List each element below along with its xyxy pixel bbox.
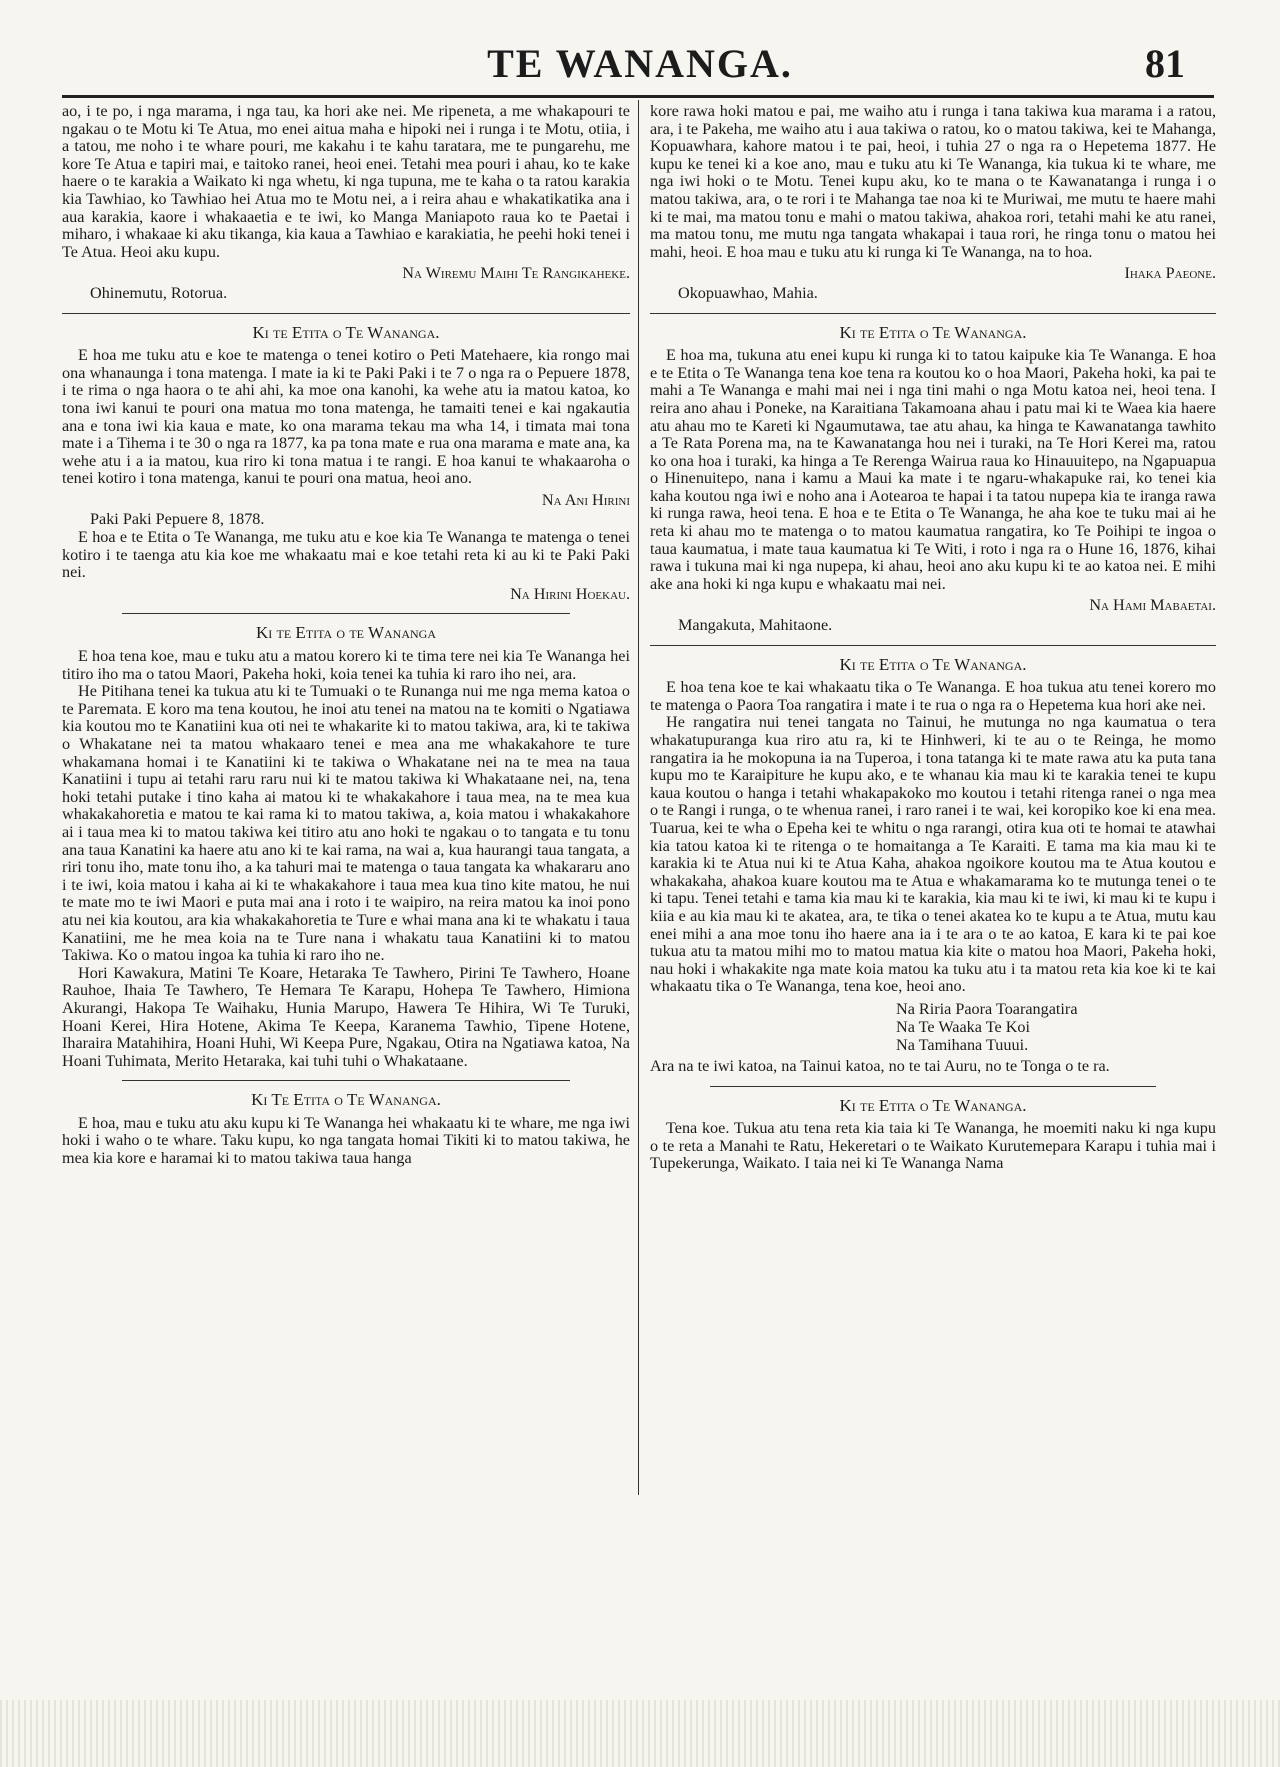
letter5-heading: Ki te Etita o Te Wananga. bbox=[839, 322, 1027, 342]
left-column bbox=[62, 103, 630, 1168]
letter4-heading: Ki Te Etita o Te Wananga. bbox=[251, 1090, 441, 1110]
letter1-body: ao, i te po, i nga marama, i nga tau, ka hori ake nei. Me ripeneta, a me whakapouri te ngakau o te Motu ki Te Atua, mo enei aitua maha e hipoki nei i runga i te Motu, otiia, i a tatou, me noho i te whare pouri, me kakahu i te kahu taratara, me te pungarehu, me kore Te Atua e tapiri mai, e taitoko ranei, heoi enei. Tetahi mea pouri i ahau, ko te kake haere o te karakia a Waikato ki nga whetu, ki nga tupuna, me te kaha o ta ratou karakia kia Tawhiao, ko Tawhiao hei Atua mo te Motu nei, a i reira ahau e whakatikatika ana i aua karakia, kaore i whakaaetia e te iwi, ko Manga Maniapoto raua ko te Paetai i miharo, i whakaae ki aku tikanga, kia kaua a Tawhiao e karakiatia, he peehi hoki tenei i Te Atua. Heoi aku kupu. bbox=[62, 102, 630, 261]
letter2b-signature: Na Hirini Hoekau. bbox=[510, 584, 630, 603]
letter2-signature: Na Ani Hirini bbox=[541, 490, 630, 509]
page-number: 81 bbox=[1145, 41, 1185, 86]
letter3-heading: Ki te Etita o te Wananga bbox=[256, 623, 436, 643]
letter4-place: Okopuawhao, Mahia. bbox=[678, 283, 818, 302]
divider bbox=[62, 313, 630, 314]
letter4-continued: kore rawa hoki matou e pai, me waiho atu i runga i tana takiwa kua marama i a ratou, ara, i te Pakeha, me waiho atu i aua takiwa o ratou, ko o matou takiwa, kei te Mahanga, Kopuawhara, kahore matou i te pai, heoi, i tuhia 27 o nga ra o Hepetema 1877. He kupu ke tenei ki a koe ano, mau e tuku atu ki Te Wananga, kia tukua ki te whare, me nga iwi hoki o te Motu. Tenei kupu aku, ko te mana o te Kawanatanga i runga i o matou takiwa, ara, o te rori i te Mahanga tae noa ki te Muriwai, me mutu te haere mahi ki te mai, ma matou tonu e mahi o matou takiwa, ahakoa rori, tetahi mahi ke atu ranei, ma matou tonu, me mutu nga tangata whakapai i taua rori, he ringa tonu o matou hei mahi, heoi. E hoa mau e tuku atu ki runga ki Te Wananga, na to hoa. bbox=[650, 102, 1216, 261]
letter6-heading: Ki te Etita o Te Wananga. bbox=[839, 654, 1027, 674]
divider bbox=[650, 313, 1216, 314]
page-bottom-scan-noise bbox=[0, 1700, 1280, 1767]
letter4-signature: Ihaka Paeone. bbox=[1124, 264, 1216, 283]
signature-line: Na Tamihana Tuuui. bbox=[896, 1035, 1029, 1054]
top-rule bbox=[62, 95, 1214, 98]
divider bbox=[710, 1086, 1156, 1087]
letter3-signatories: Hori Kawakura, Matini Te Koare, Hetaraka Te Tawhero, Pirini Te Tawhero, Hoane Rauhoe, Ihaia Te Tawhero, Te Hemara Te Karapu, Hohepa Te Tawhero, Himiona Akurangi, Hakopa Te Waihaku, Hunia Marupo, Hawera Te Hihira, Wi Te Turuki, Hoani Kerei, Hira Hotene, Akima Te Keepa, Karanema Tawhio, Tipene Hotene, Iharaira Matahihira, Hoani Huhi, Wi Keepa Pure, Ngakau, Otira na Ngatiawa katoa, Na Hoani Tuhimata, Merito Hetaraka, kai tuhi tuhi o Whakataane. bbox=[62, 963, 630, 1070]
letter6-body: He rangatira nui tenei tangata no Tainui, he mutunga no nga kaumatua o tera whakatupuranga kua riro atu ra, ki te Hinhweri, ki te au o te Reinga, he momo rangatira ia he mokopuna ia na Tuperoa, i tona tatanga ki te mate rawa atu ka puta tana kupu mo te Karaipiture he kupu ako, e te whanau kia mau ki te karakia tenei te kupu kaua koutou o hanga i tetahi whakapakoko mo koutou i tetahi ritenga ranei o nga mea o te Rangi i runga, o te whenua ranei, i raro ranei i te wai, kei koropiko koe ki ena mea. Tuarua, kei te wha o Epeha kei te whitu o nga rarangi, otira kua oti te homai te atawhai kia tatou katoa ki te ritenga o te homaitanga a Te Karaiti. E tama ma kia mau ki te karakia ki te Atua nui ki te Atua Kaha, ahakoa ngoikore koutou ma te Atua koutou e whakakaha, ahakoa kuare koutou ma te Atua e whakamarama ko te mutunga tenei o te ki tapu. Tenei tetahi e tama kia mau ki te karakia, kia mau ki te iwi, ki mau ki te kupu i kiia e au kia mau ki te akatea, ara, te tika o tenei akatea ko te kupu a te Atua, mutu kau enei mihi a ana moe tonu iho haere ana ia i te ara o te ao katoa, E kara ki te pai koe tukua atu ta matou mihi mo to matou matua kia kite o matou hoa Maori, Pakeha hoki, nau hoki i whakakite nga mate koia matou ka tuku atu i ta matou reta kia koe ki te kai whakaatu tika o Te Wananga, tena koe, heoi ano. bbox=[650, 713, 1216, 996]
right-column bbox=[650, 103, 1216, 1173]
newspaper-title: TE WANANGA. bbox=[487, 41, 793, 86]
letter2b-body: E hoa e te Etita o Te Wananga, me tuku atu e koe kia Te Wananga te matenga o tenei kotiro i te taenga atu kia koe me whakaatu mai e koe tetahi reta ki au ki te Paki Paki nei. bbox=[62, 528, 630, 582]
letter1-place: Ohinemutu, Rotorua. bbox=[90, 283, 228, 302]
masthead bbox=[0, 0, 1280, 100]
letter2-heading: Ki te Etita o Te Wananga. bbox=[252, 322, 440, 342]
letter4-body: E hoa, mau e tuku atu aku kupu ki Te Wananga hei whakaatu ki te whare, me nga iwi hoki i waho o te whare. Taku kupu, ko nga tangata homai Tikiti ki to matou takiwa, he mea kia kore e haramai ki to matou takiwa taua hanga bbox=[62, 1113, 630, 1168]
signature-line: Na Te Waaka Te Koi bbox=[896, 1017, 1030, 1036]
letter5-body: E hoa ma, tukuna atu enei kupu ki runga ki to tatou kaipuke kia Te Wananga. E hoa e te Etita o Te Wananga tena koe tena ra koutou ko o hoa Maori, Pakeha hoki, ka pai te mahi a Te Wananga e mahi mai nei i nga tini mahi o nga Motu katoa nei, heoi tena. I reira ano ahau i Poneke, na Karaitiana Takamoana ahau i patu mai ki te Waea kia haere atu ahau mo te Kareti ki Ngaumutawa, tae atu ahau, ka hinga te Kawanatanga tawhito a Te Rata Porena ma, na te Kawanatanga hou nei i turaki, na Te Hori Kerei ma, ratou ko ona hoa i turaki, ka hinga a Te Rerenga Wairua raua ko Hinauuitepo, na Ngapuapua o Hinenuitepo, nana i kamu a Maui ka mate i te ngaru-whakapuke rai, ko tenei kia kaha koutou nga iwi e noho ana i Aotearoa te hapai i ta tatou nupepa kia te iranga rawa ki runga rawa, heoi tena. E hoa e te Etita o Te Wananga, he aha koe te tuku mai ai he reta ki ahau mo te matenga o to matou kaumatua rangatira, ko Te Poihipi te ingoa o taua kaumatua, i mate taua kaumatua ki Te Witi, i roto i nga ra o Hune 16, 1876, kihai rawa i tukuna mai ki nga nupepa, ki ahau, heoi ano aku kupu ki te ao katoa nei. E mihi ake ana hoki ki nga kupu e whakaatu mai nei. bbox=[650, 346, 1216, 593]
letter5-place: Mangakuta, Mahitaone. bbox=[678, 616, 833, 635]
signature-line: Na Riria Paora Toarangatira bbox=[896, 999, 1078, 1018]
letter6-footer: Ara na te iwi katoa, na Tainui katoa, no te tai Auru, no te Tonga o te ra. bbox=[650, 1056, 1110, 1075]
letter5-signature: Na Hami Mabaetai. bbox=[1089, 596, 1216, 615]
letter7-heading: Ki te Etita o Te Wananga. bbox=[839, 1095, 1027, 1115]
letter7-body: Tena koe. Tukua atu tena reta kia taia ki Te Wananga, he moemiti naku ki nga kupu o te reta a Manahi te Ratu, Hekeretari o te Waikato Kurutemepara Karapu i tuhia mai i Tupekerunga, Waikato. I taia nei ki Te Wananga Nama bbox=[650, 1119, 1216, 1173]
letter3-intro: E hoa tena koe, mau e tuku atu a matou korero ki te tima tere nei kia Te Wananga hei titiro iho ma o tatou Maori, Pakeha hoki, koia tenei ka tuhia ki raro iho nei, ara. bbox=[62, 647, 630, 683]
letter1-signature: Na Wiremu Maihi Te Rangikaheke. bbox=[402, 264, 630, 283]
divider bbox=[122, 1080, 570, 1081]
divider bbox=[122, 613, 570, 614]
letter6-intro: E hoa tena koe te kai whakaatu tika o Te Wananga. E hoa tukua atu tenei korero mo te matenga o Paora Toa rangatira i mate i te rua o nga ra o Hepetema kua hori ake nei. bbox=[650, 678, 1216, 714]
divider bbox=[650, 645, 1216, 646]
letter2-place: Paki Paki Pepuere 8, 1878. bbox=[90, 510, 265, 529]
letter3-petition: He Pitihana tenei ka tukua atu ki te Tumuaki o te Runanga nui me nga mema katoa o te Paremata. E koro ma tena koutou, he inoi atu tenei na matou na te komiti o Ngatiawa kia koutou mo te Kanatiini kua oti nei te whakarite ki to matou takiwa, ara, ki te takiwa o Whakatane nei ta matou whakaaro tenei e mea ana me whakakahore te ture whakamana homai i te Kanatiini ki te takiwa o Whakatane nei na te mea na taua Kanatiini i tupu ai tetahi raru raru nui ki te matou takiwa ki Whakataane nei, na, tena hoki tetahi putake i tino kaha ai matou ki te whakakahore i taua mea, na te mea kua whakakahoretia e matou te kai rama ki to matou takiwa, a, koia matou i whakakahore ai i taua mea ki to matou takiwa kei titiro atu ano hoki te ngakau o to tangata e tu tonu ana taua Kanatini ka haere atu ano ki te kai rama, na wai a, kua haurangi taua tangata, a riri tonu iho, mate tonu iho, a ka tahuri mai te matenga o taua tangata ka whakararu ano i te iwi, koia matou i kaha ai ki te whakakahore i taua mea kua tino kite matou, he nui te mate mo te iwi Maori e puta mai ana i roto i te waipiro, na reira matou ka inoi pono atu nei kia koutou, ara kia whakakahoretia te Ture e whai mana ana ki te whakatu i taua Kanatiini, me he mea koia na te Ture nana i whakatu taua Kanatiini ki to matou Takiwa. Ko o matou ingoa ka tuhia ki raro iho ne. bbox=[62, 682, 630, 965]
column-divider bbox=[638, 100, 639, 1495]
letter2-body: E hoa me tuku atu e koe te matenga o tenei kotiro o Peti Matehaere, kia rongo mai ona whanaunga i tona matenga. I mate ia ki te Paki Paki i te 7 o nga ra o Pepuere 1878, i te rima o nga haora o te ahi ahi, ka moe ona kanohi, ka wehe atu ia matou katoa, ko tona iwi kanui te pouri ona matua mo tona matenga, he tamaiti tenei e kai ngakautia ana e tona iwi kia kaua e mate, ko ona marama tekau ma wha 14, i timata mai tona mate i a Tihema i te 30 o nga ra 1877, ka pa tona mate e rua ona marama e mate ana, ka wehe atu i a ia matou, kua riro ki tona matua i te rangi. E hoa kanui te whakaaroha o tenei kotiro i tona matenga, kanui te pouri ona matua, heoi ano. bbox=[62, 346, 630, 488]
letter6-signatures bbox=[896, 1000, 1216, 1054]
